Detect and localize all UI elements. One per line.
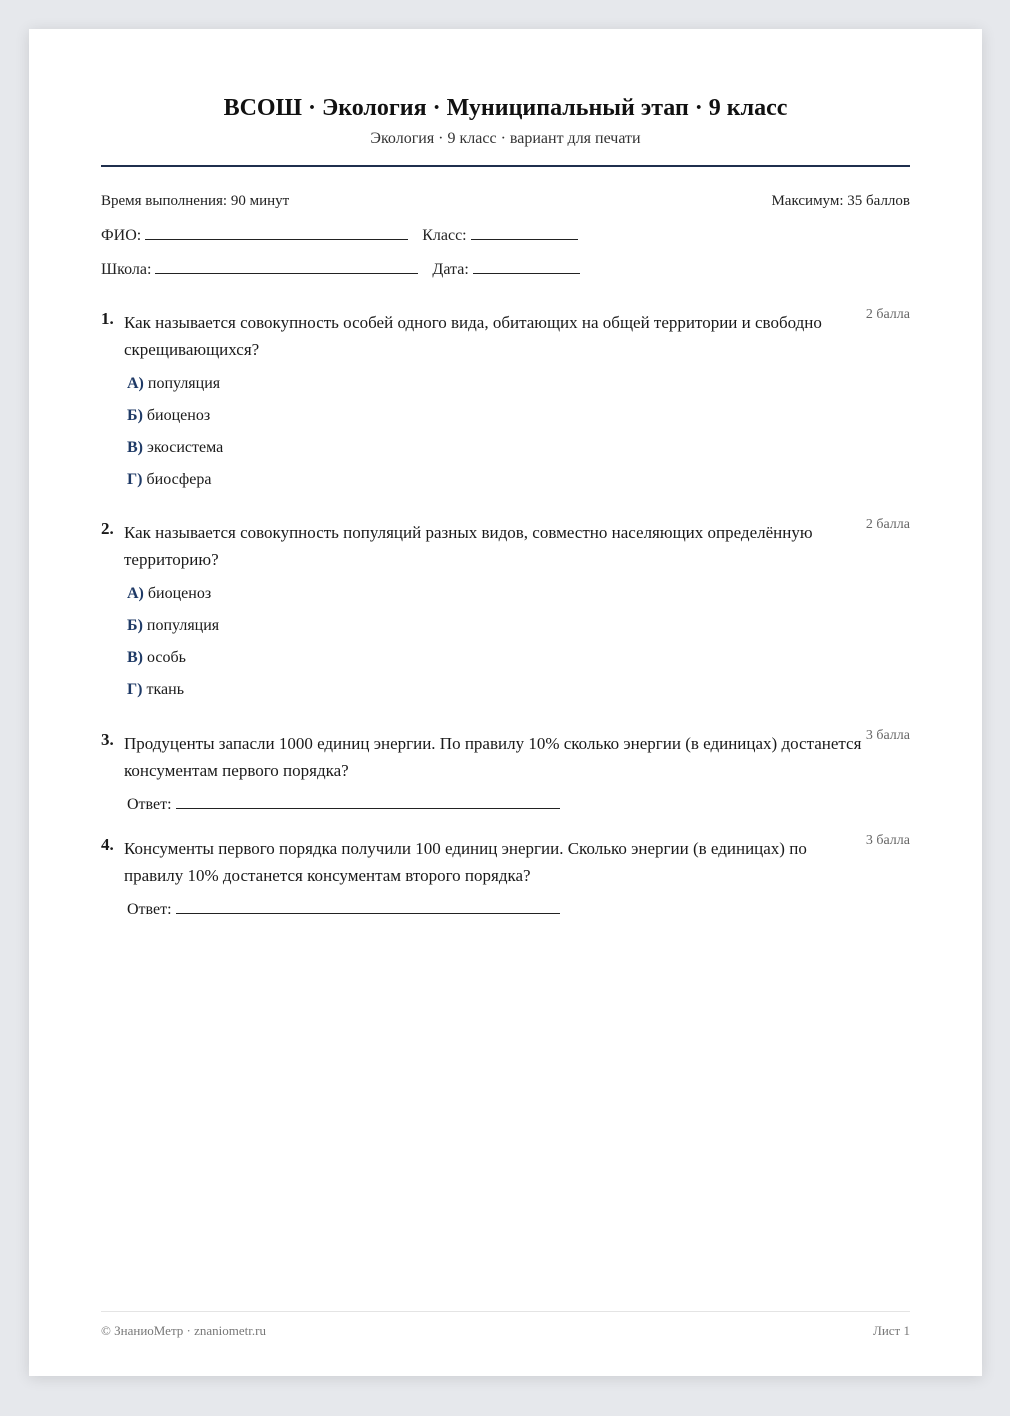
option-a[interactable] — [127, 585, 211, 603]
footer-copyright: © ЗнаниоМетр · znaniometr.ru — [101, 1323, 266, 1338]
page-title: ВСОШ · Экология · Муниципальный этап · 9 класс — [223, 95, 788, 121]
exam-page — [29, 29, 982, 1376]
date-label: Дата: — [432, 261, 469, 278]
option-letter: Г) — [127, 471, 143, 488]
option-letter: Б) — [127, 407, 143, 424]
footer-divider — [101, 1311, 910, 1312]
option-text: биоценоз — [147, 585, 212, 602]
question-points: 2 балла — [865, 517, 910, 532]
answer-row — [127, 794, 560, 814]
class-label: Класс: — [422, 227, 467, 244]
class-field[interactable] — [471, 225, 578, 240]
date-field[interactable] — [473, 259, 580, 274]
option-letter: Б) — [127, 617, 143, 634]
option-text: экосистема — [147, 439, 224, 456]
header-divider — [101, 165, 910, 167]
question-number: 2. — [101, 519, 114, 538]
option-letter: В) — [127, 439, 143, 456]
question-points: 3 балла — [865, 728, 910, 743]
option-letter: А) — [127, 585, 144, 602]
answer-field[interactable] — [176, 794, 560, 809]
question-text: Как называется совокупность популяций разных видов, совместно населяющих определённую территорию? — [124, 523, 813, 569]
option-letter: В) — [127, 649, 143, 666]
option-c[interactable] — [127, 649, 186, 667]
option-b[interactable] — [127, 617, 219, 635]
answer-field[interactable] — [176, 899, 560, 914]
option-text: популяция — [147, 375, 221, 392]
school-date-row — [101, 259, 580, 279]
max-score: Максимум: 35 баллов — [771, 193, 910, 209]
fio-class-row — [101, 225, 578, 245]
option-text: биосфера — [146, 471, 212, 488]
school-field[interactable] — [155, 259, 418, 274]
option-a[interactable] — [127, 375, 220, 393]
answer-row — [127, 899, 560, 919]
option-d[interactable] — [127, 681, 184, 699]
option-text: биоценоз — [146, 407, 211, 424]
question-number: 3. — [101, 730, 114, 749]
question-text: Консументы первого порядка получили 100 единиц энергии. Сколько энергии (в единицах) по правилу 10% достанется консументам второго порядка? — [124, 839, 807, 885]
question-points: 2 балла — [865, 307, 910, 322]
footer-sheet-number: Лист 1 — [873, 1323, 910, 1338]
question-number: 1. — [101, 309, 114, 328]
fio-label: ФИО: — [101, 227, 142, 244]
option-letter: А) — [127, 375, 144, 392]
option-c[interactable] — [127, 439, 223, 457]
answer-label: Ответ: — [127, 796, 172, 813]
option-b[interactable] — [127, 407, 210, 425]
fio-field[interactable] — [145, 225, 408, 240]
answer-label: Ответ: — [127, 901, 172, 918]
option-text: ткань — [146, 681, 184, 698]
option-text: особь — [147, 649, 186, 666]
school-label: Школа: — [101, 261, 152, 278]
page-subtitle: Экология · 9 класс · вариант для печати — [370, 130, 641, 147]
question-text: Как называется совокупность особей одного вида, обитающих на общей территории и свободно скрещивающихся? — [124, 313, 822, 359]
question-points: 3 балла — [865, 833, 910, 848]
time-limit: Время выполнения: 90 минут — [101, 193, 290, 209]
option-d[interactable] — [127, 471, 211, 489]
question-number: 4. — [101, 835, 114, 854]
question-text: Продуценты запасли 1000 единиц энергии. По правилу 10% сколько энергии (в единицах) достанется консументам первого порядка? — [124, 734, 862, 780]
option-letter: Г) — [127, 681, 143, 698]
option-text: популяция — [146, 617, 220, 634]
